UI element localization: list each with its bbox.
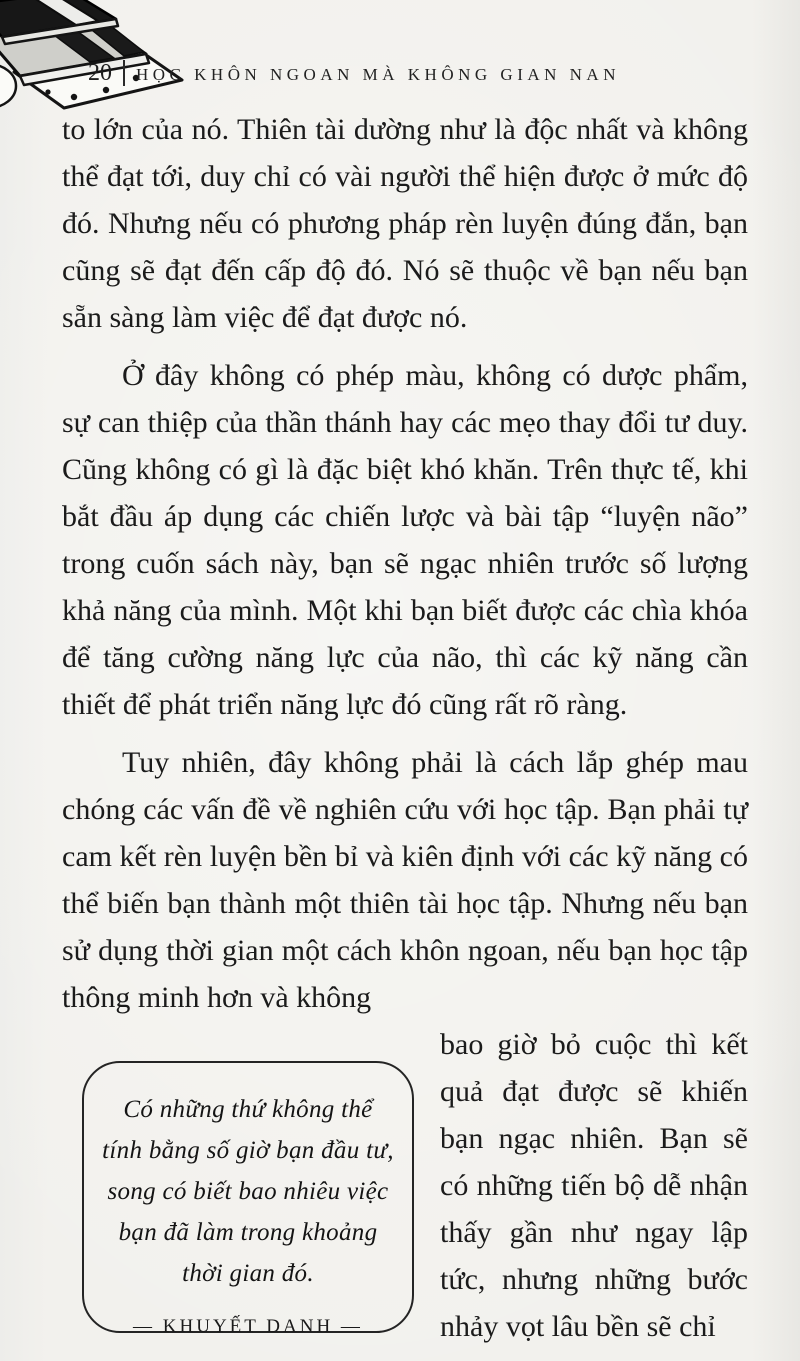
- paragraph-3-continuation: bao giờ bỏ cuộc thì kết quả đạt được sẽ khiến bạn ngạc nhiên. Bạn sẽ có những tiến bộ dễ nhận thấy gần như ngay lập tức, nhưng những bước nhảy vọt lâu bền sẽ chỉ: [440, 1028, 748, 1343]
- running-head-title: HỌC KHÔN NGOAN MÀ KHÔNG GIAN NAN: [136, 64, 620, 84]
- paragraph-3-wrap-section: [62, 1021, 748, 1350]
- pull-quote-text: Có những thứ không thể tính bằng số giờ bạn đầu tư, song có biết bao nhiêu việc bạn đã làm trong khoảng thời gian đó.: [102, 1096, 394, 1287]
- page-body: [62, 106, 748, 1350]
- pull-quote-attribution: — KHUYẾT DANH —: [133, 1316, 363, 1337]
- pull-quote-box: [82, 1061, 414, 1337]
- paragraph-1: to lớn của nó. Thiên tài dường như là độc nhất và không thể đạt tới, duy chỉ có vài người thể hiện được ở mức độ đó. Nhưng nếu có phương pháp rèn luyện đúng đắn, bạn cũng sẽ đạt đến cấp độ đó. Nó sẽ thuộc về bạn nếu bạn sẵn sàng làm việc để đạt được nó.: [62, 113, 748, 334]
- running-header: [88, 60, 620, 86]
- stacked-books-illustration-icon: [0, 0, 192, 116]
- header-divider: [123, 60, 125, 86]
- paragraph-3-lead: Tuy nhiên, đây không phải là cách lắp ghép mau chóng các vấn đề về nghiên cứu với học tập. Bạn phải tự cam kết rèn luyện bền bỉ và kiên định với các kỹ năng có thể biến bạn thành một thiên tài học tập. Nhưng nếu bạn sử dụng thời gian một cách khôn ngoan, nếu bạn học tập thông minh hơn và không: [62, 746, 748, 1014]
- page-number: 20: [88, 60, 112, 86]
- paragraph-2: Ở đây không có phép màu, không có dược phẩm, sự can thiệp của thần thánh hay các mẹo thay đổi tư duy. Cũng không có gì là đặc biệt khó khăn. Trên thực tế, khi bắt đầu áp dụng các chiến lược và bài tập “luyện não” trong cuốn sách này, bạn sẽ ngạc nhiên trước số lượng khả năng của mình. Một khi bạn biết được các chìa khóa để tăng cường năng lực của não, thì các kỹ năng cần thiết để phát triển năng lực đó cũng rất rõ ràng.: [62, 359, 748, 721]
